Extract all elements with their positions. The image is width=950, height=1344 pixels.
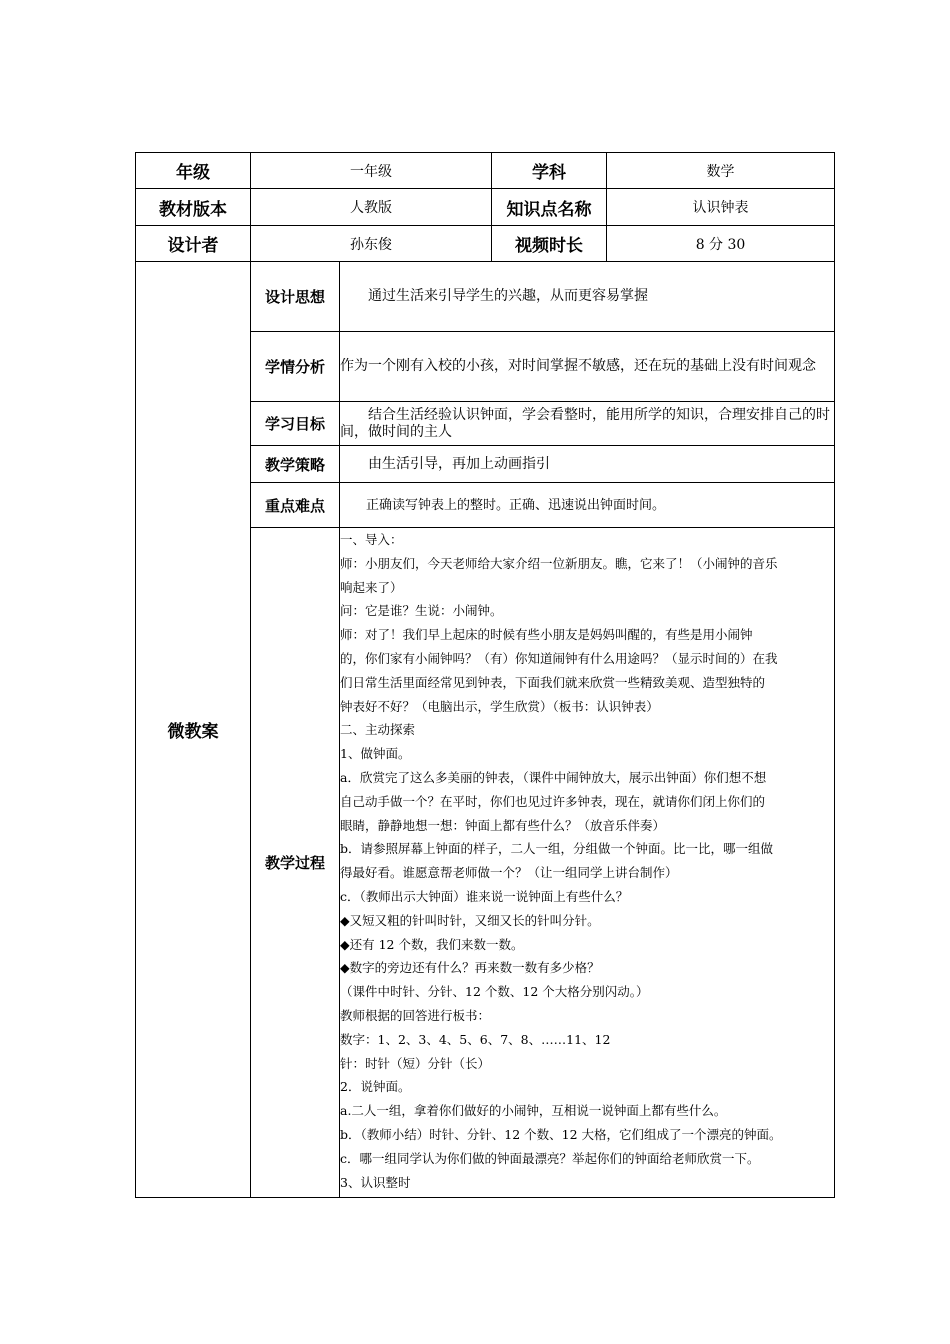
micro-lesson-plan-label: 微教案 bbox=[136, 262, 251, 1198]
process-line: 响起来了） bbox=[340, 579, 403, 595]
process-line: a．欣赏完了这么多美丽的钟表，（课件中闹钟放大，展示出钟面）你们想不想 bbox=[340, 769, 767, 785]
teaching-process-label: 教学过程 bbox=[251, 528, 340, 1198]
process-line: c．（教师出示大钟面）谁来说一说钟面上有些什么？ bbox=[340, 888, 629, 904]
key-difficulty-text: 正确读写钟表上的整时。正确、迅速说出钟面时间。 bbox=[340, 483, 835, 528]
textbook-label: 教材版本 bbox=[136, 189, 251, 226]
key-difficulty-label: 重点难点 bbox=[251, 483, 340, 528]
process-line: 的，你们家有小闹钟吗？（有）你知道闹钟有什么用途吗？（显示时间的）在我 bbox=[340, 650, 778, 666]
process-line: 自己动手做一个？在平时，你们也见过许多钟表，现在，就请你们闭上你们的 bbox=[340, 793, 766, 809]
knowledge-value: 认识钟表 bbox=[607, 189, 835, 226]
teaching-strategy-label: 教学策略 bbox=[251, 446, 340, 483]
process-line: 师：小朋友们，今天老师给大家介绍一位新朋友。瞧，它来了！（小闹钟的音乐 bbox=[340, 555, 778, 571]
process-line: 教师根据的回答进行板书： bbox=[340, 1007, 491, 1023]
teaching-strategy-text: 由生活引导，再加上动画指引 bbox=[340, 446, 835, 483]
process-line: 数字：1、2、3、4、5、6、7、8、……11、12 bbox=[340, 1031, 611, 1047]
process-line: 眼睛，静静地想一想：钟面上都有些什么？（放音乐伴奏） bbox=[340, 817, 666, 833]
process-line: 1、做钟面。 bbox=[340, 746, 411, 762]
design-idea-label: 设计思想 bbox=[251, 262, 340, 332]
process-line: b．请参照屏幕上钟面的样子，二人一组，分组做一个钟面。比一比，哪一组做 bbox=[340, 841, 774, 857]
process-line: c．哪一组同学认为你们做的钟面最漂亮？举起你们的钟面给老师欣赏一下。 bbox=[340, 1150, 760, 1166]
duration-value: 8 分 30 bbox=[607, 226, 835, 262]
knowledge-label: 知识点名称 bbox=[492, 189, 607, 226]
process-line: a.二人一组，拿着你们做好的小闹钟，互相说一说钟面上都有些什么。 bbox=[340, 1103, 727, 1119]
process-line: ◆数字的旁边还有什么？再来数一数有多少格？ bbox=[340, 960, 600, 976]
design-idea-text: 通过生活来引导学生的兴趣，从而更容易掌握 bbox=[340, 262, 835, 332]
process-line: 钟表好不好？（电脑出示，学生欣赏）（板书：认识钟表） bbox=[340, 698, 659, 714]
process-line: 问：它是谁？生说：小闹钟。 bbox=[340, 603, 503, 619]
process-line: 们日常生活里面经常见到钟表，下面我们就来欣赏一些精致美观、造型独特的 bbox=[340, 674, 766, 690]
process-line: 3、认识整时 bbox=[340, 1174, 411, 1190]
process-line: ◆又短又粗的针叫时针，又细又长的针叫分针。 bbox=[340, 912, 600, 928]
process-line: （课件中时针、分针、12 个数、12 个大格分别闪动。） bbox=[340, 984, 649, 1000]
designer-label: 设计者 bbox=[136, 226, 251, 262]
subject-value: 数学 bbox=[607, 153, 835, 189]
duration-label: 视频时长 bbox=[492, 226, 607, 262]
process-line: 二、主动探索 bbox=[340, 722, 416, 738]
lesson-plan-table bbox=[135, 152, 835, 1198]
textbook-value: 人教版 bbox=[251, 189, 492, 226]
process-line: 得最好看。谁愿意帮老师做一个？（让一组同学上讲台制作） bbox=[340, 865, 678, 881]
learner-analysis-text: 作为一个刚有入校的小孩，对时间掌握不敏感，还在玩的基础上没有时间观念 bbox=[340, 332, 835, 402]
learning-goal-text: 结合生活经验认识钟面，学会看整时，能用所学的知识，合理安排自己的时间，做时间的主人 bbox=[340, 402, 835, 446]
teaching-process-content bbox=[340, 528, 835, 1198]
process-line: 一、导入： bbox=[340, 532, 403, 547]
process-line: b．（教师小结）时针、分针、12 个数、12 大格，它们组成了一个漂亮的钟面。 bbox=[340, 1126, 782, 1142]
process-line: 针：时针（短）分针（长） bbox=[340, 1055, 491, 1071]
process-line: 师：对了！我们早上起床的时候有些小朋友是妈妈叫醒的，有些是用小闹钟 bbox=[340, 627, 753, 643]
grade-value: 一年级 bbox=[251, 153, 492, 189]
process-line: 2．说钟面。 bbox=[340, 1079, 411, 1095]
designer-value: 孙东俊 bbox=[251, 226, 492, 262]
process-line: ◆还有 12 个数，我们来数一数。 bbox=[340, 936, 524, 952]
learner-analysis-label: 学情分析 bbox=[251, 332, 340, 402]
subject-label: 学科 bbox=[492, 153, 607, 189]
grade-label: 年级 bbox=[136, 153, 251, 189]
learning-goal-label: 学习目标 bbox=[251, 402, 340, 446]
